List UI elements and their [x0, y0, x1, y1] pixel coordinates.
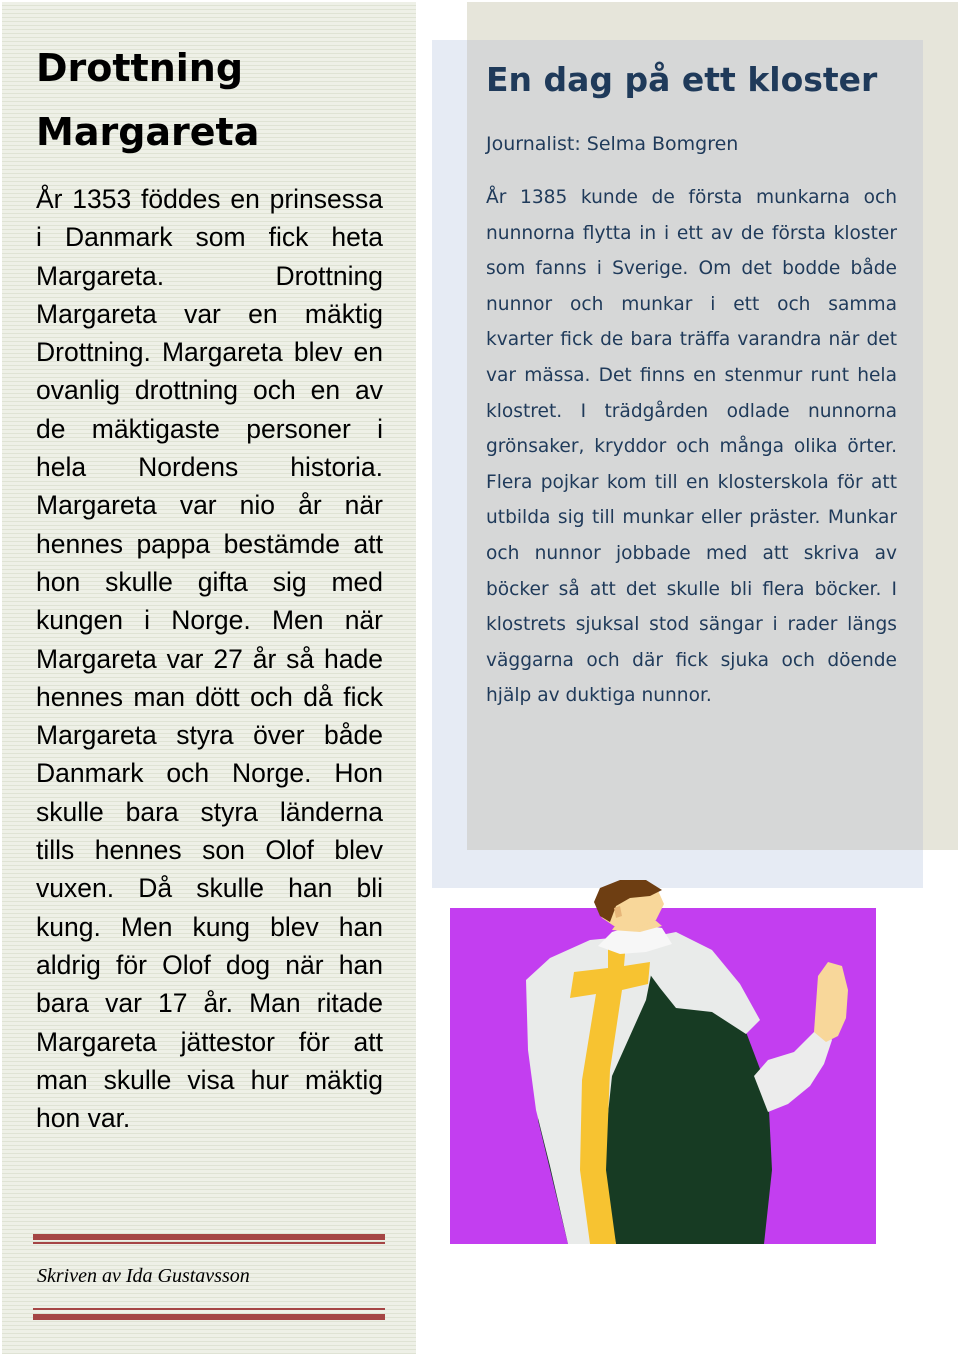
right-article-body: År 1385 kunde de första munkarna och nunnorna flytta in i ett av de första kloster som fanns i Sverige. Om det bodde både nunnor och munkar i ett och samma kvarter fick de bara träffa varandra när det var mässa. Det finns en stenmur runt hela klostret. I trädgården odlade nunnorna grönsaker, kryddor och många olika örter. Flera pojkar kom till en klosterskola för att utbilda sig till munkar eller präster. Munkar och nunnor jobbade med att skriva av böcker så att det skulle bli flera böcker. I klostrets sjuksal stod sängar i rader längs väggarna och där fick sjuka och döende hjälp av duktiga nunnor.: [486, 187, 897, 707]
priest-illustration: [450, 880, 878, 1245]
byline: Skriven av Ida Gustavsson: [37, 1265, 250, 1287]
journalist-credit: Journalist: Selma Bomgren: [486, 133, 739, 155]
left-article-body: År 1353 föddes en prinsessa i Danmark som fick heta Margareta. Drottning Margareta var en mäktig Drottning. Margareta blev en ovanlig drottning och en av de mäktigaste personer i hela Nordens historia. Margareta var nio år när hennes pappa bestämde att hon skulle gifta sig med kungen i Norge. Men när Margareta var 27 år så hade hennes man dött och då fick Margareta styra över både Danmark och Norge. Hon skulle bara styra länderna tills hennes son Olof blev vuxen. Då skulle han bli kung. Men kung blev han aldrig för Olof dog när han bara var 17 år. Man ritade Margareta jättestor för att man skulle visa hur mäktig hon var.: [36, 184, 383, 1134]
byline-top-rule: [33, 1234, 385, 1244]
right-article-title: En dag på ett kloster: [486, 60, 878, 99]
byline-bottom-rule: [33, 1308, 385, 1320]
left-article-title: Drottning Margareta: [36, 46, 260, 154]
